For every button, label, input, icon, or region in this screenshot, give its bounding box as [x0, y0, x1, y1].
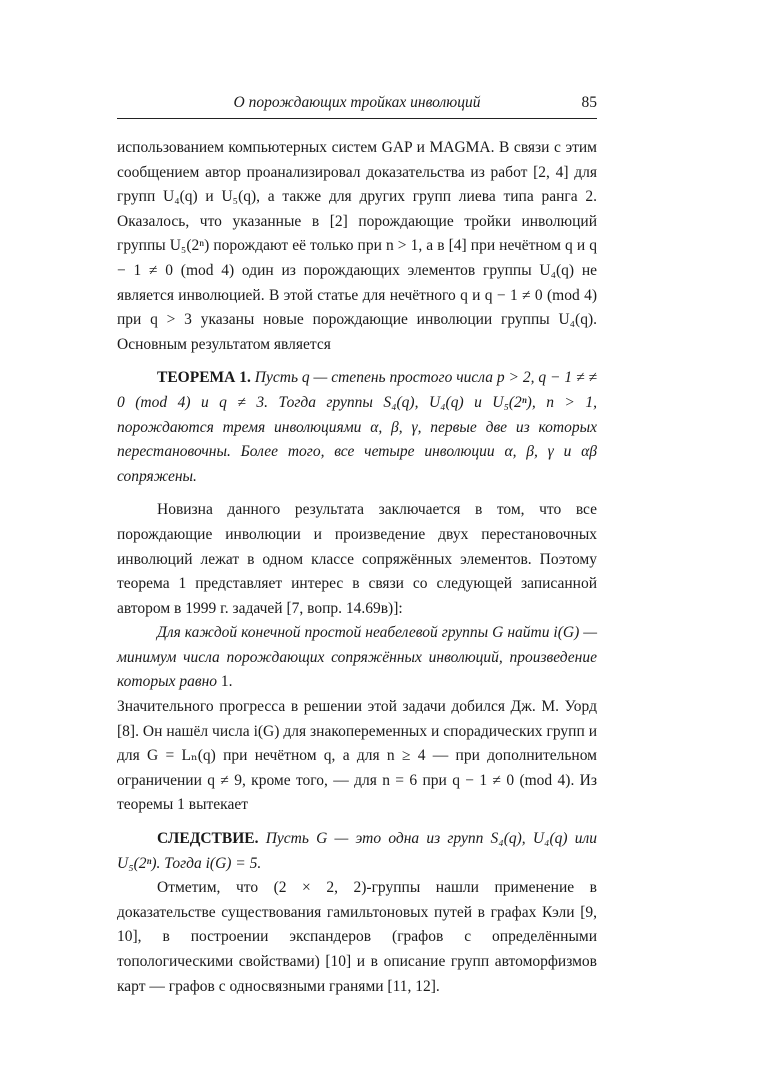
paragraph-novelty: Новизна данного результата заключается в том, что все порождающие инволюции и произведение двух перестановочных инволюций лежат в одном классе сопряжённых элементов. Поэтому теорема 1 представляет интерес в связи со следующей записанной автором в 1999 г. задачей [7, вопр. 14.69в)]:	[117, 501, 597, 617]
problem-statement	[117, 621, 597, 695]
corollary-statement: Пусть G — это одна из групп S₄(q), U₄(q) или U₅(2ⁿ). Тогда i(G) = 5.	[117, 830, 597, 872]
corollary-label: СЛЕДСТВИЕ.	[157, 830, 259, 848]
running-title: О порождающих тройках инволюций	[233, 94, 481, 111]
problem-text: Для каждой конечной простой неабелевой группы G найти i(G) — минимум числа порождающих сопряжённых инволюций, произведение которых равно	[117, 624, 597, 691]
corollary	[117, 827, 597, 876]
article-body	[117, 136, 597, 999]
page-number: 85	[581, 94, 597, 111]
theorem-label: ТЕОРЕМА 1.	[157, 369, 251, 387]
theorem-statement: Пусть q — степень простого числа p > 2, q − 1 ≠ ≠ 0 (mod 4) и q ≠ 3. Тогда группы S₄(q), U₄(q) и U₅(2ⁿ), n > 1, порождаются тремя инволюциями α, β, γ, первые две из которых перестановочны. Более того, все четыре инволюции α, β, γ и αβ сопряжены.	[117, 369, 597, 485]
paragraph-intro: использованием компьютерных систем GAP и MAGMA. В связи с этим сообщением автор проанализировал доказательства из работ [2, 4] для групп U₄(q) и U₅(q), а также для других групп лиева типа ранга 2. Оказалось, что указанные в [2] порождающие тройки инволюций группы U₅(2ⁿ) порождают её только при n > 1, а в [4] при нечётном q и q − 1 ≠ 0 (mod 4) один из порождающих элементов группы U₄(q) не является инволюцией. В этой статье для нечётного q и q − 1 ≠ 0 (mod 4) при q > 3 указаны новые порождающие инволюции группы U₄(q). Основным результатом является	[117, 139, 597, 353]
paragraph-ward: Значительного прогресса в решении этой задачи добился Дж. М. Уорд [8]. Он нашёл числа i(G) для знакопеременных и спорадических групп и для G = Lₙ(q) при нечётном q, а для n ≥ 4 — при дополнительном ограничении q ≠ 9, кроме того, — для n = 6 при q − 1 ≠ 0 (mod 4). Из теоремы 1 вытекает	[117, 698, 597, 814]
paragraph-applications: Отметим, что (2 × 2, 2)-группы нашли применение в доказательстве существования гамильтоновых путей в графах Кэли [9, 10], в построении экспандеров (графов с определёнными топологическими свойствами) [10] и в описание групп автоморфизмов карт — графов с односвязными гранями [11, 12].	[117, 879, 597, 995]
theorem-1	[117, 366, 597, 489]
running-header	[117, 92, 597, 119]
problem-tail: 1.	[217, 673, 233, 691]
